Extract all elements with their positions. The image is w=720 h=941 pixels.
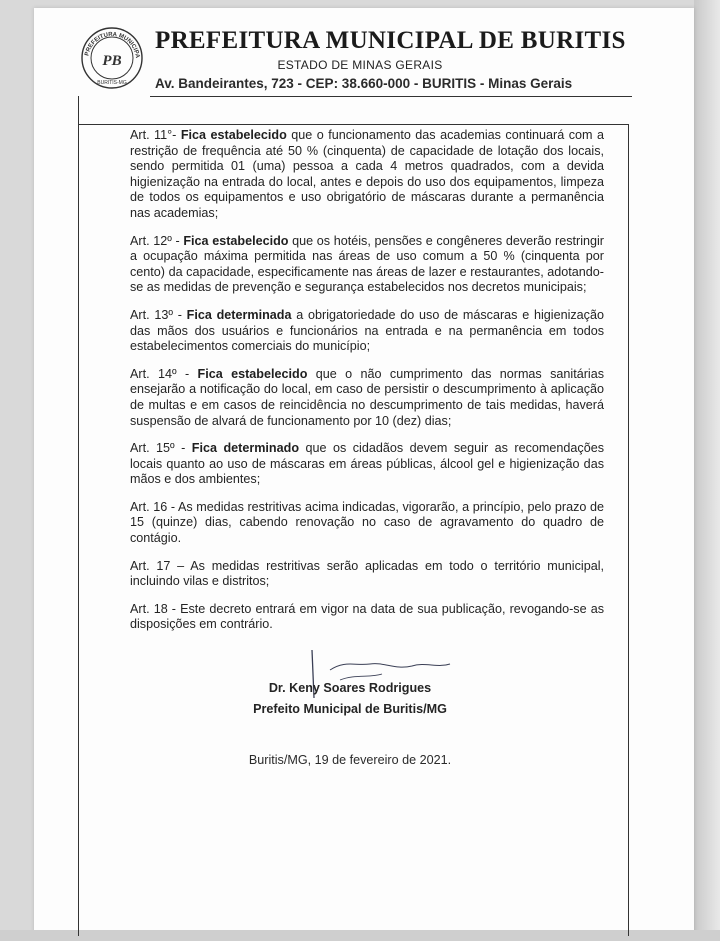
article-15: Art. 15º - Fica determinado que os cidadãos devem seguir as recomendações locais quanto ao uso de máscaras em áreas públicas, álcool gel e higienização das mãos e dos ambientes; (130, 441, 604, 487)
frame-top-border (78, 124, 628, 125)
article-18: Art. 18 - Este decreto entrará em vigor na data de sua publicação, revogando-se as disposições em contrário. (130, 601, 604, 632)
state-name: ESTADO DE MINAS GERAIS (277, 58, 443, 72)
article-12: Art. 12º - Fica estabelecido que os hotéis, pensões e congêneres deverão restringir a ocupação máxima permitida nas áreas de uso comum a 50 % (cinquenta por cento) da capacidade, especificamente nas áreas de lazer e restaurantes, adotando-se as medidas de prevenção e segurança estabelecidos nos decretos municipais; (130, 233, 605, 295)
article-13: Art. 13º - Fica determinada a obrigatoriedade do uso de máscaras e higienização das mãos dos usuários e funcionários na entrada e na permanência em todos estabelecimentos comerciais do município; (130, 307, 604, 354)
article-11: Art. 11°- Fica estabelecido que o funcionamento das academias continuará com a restrição de frequência até 50 % (cinquenta) de capacidade de lotação dos locais, sendo permitida 01 (uma) pessoa a cada 4 metros quadrados, com a devida higienização na entrada do local, antes e depois do uso dos equipamentos, limpeza de todos os equipamentos e uso obrigatório de máscaras durante a permanência nas academias; (130, 128, 604, 220)
article-16: Art. 16 - As medidas restritivas acima indicadas, vigorarão, a princípio, pelo prazo de 15 (quinze) dias, cabendo renovação no caso de agravamento do quadro de contágio. (130, 499, 604, 546)
article-17: Art. 17 – As medidas restritivas serão aplicadas em todo o território municipal, incluindo vilas e distritos; (130, 558, 604, 589)
signatory-name: Dr. Keny Soares Rodrigues (268, 681, 432, 695)
page-title: PREFEITURA MUNICIPAL DE BURITIS (155, 27, 626, 54)
decree-body (130, 128, 604, 645)
seal-city: BURITIS-MG (97, 80, 127, 86)
signature-block (180, 678, 520, 720)
seal-arc-text: PREFEITURA MUNICIPA (84, 31, 140, 59)
frame-left-border (78, 96, 79, 936)
seal-monogram: PB (102, 53, 122, 69)
signatory-role: Prefeito Municipal de Buritis/MG (253, 702, 447, 716)
page-bottom-shadow (0, 930, 720, 941)
page-edge-shadow (694, 0, 720, 941)
address-line: Av. Bandeirantes, 723 - CEP: 38.660-000 - BURITIS - Minas Gerais (155, 76, 573, 91)
date-line: Buritis/MG, 19 de fevereiro de 2021. (248, 753, 452, 767)
municipal-seal-logo (80, 26, 144, 90)
frame-right-border (628, 124, 629, 936)
article-14: Art. 14º - Fica estabelecido que o não cumprimento das normas sanitárias ensejarão a notificação do local, em caso de persistir o descumprimento à aplicação de multas e em casos de reincidência no descumprimento de tais medidas, haverá suspensão de alvará de funcionamento por 10 (dez) dias; (130, 366, 605, 428)
header-divider (150, 96, 632, 97)
